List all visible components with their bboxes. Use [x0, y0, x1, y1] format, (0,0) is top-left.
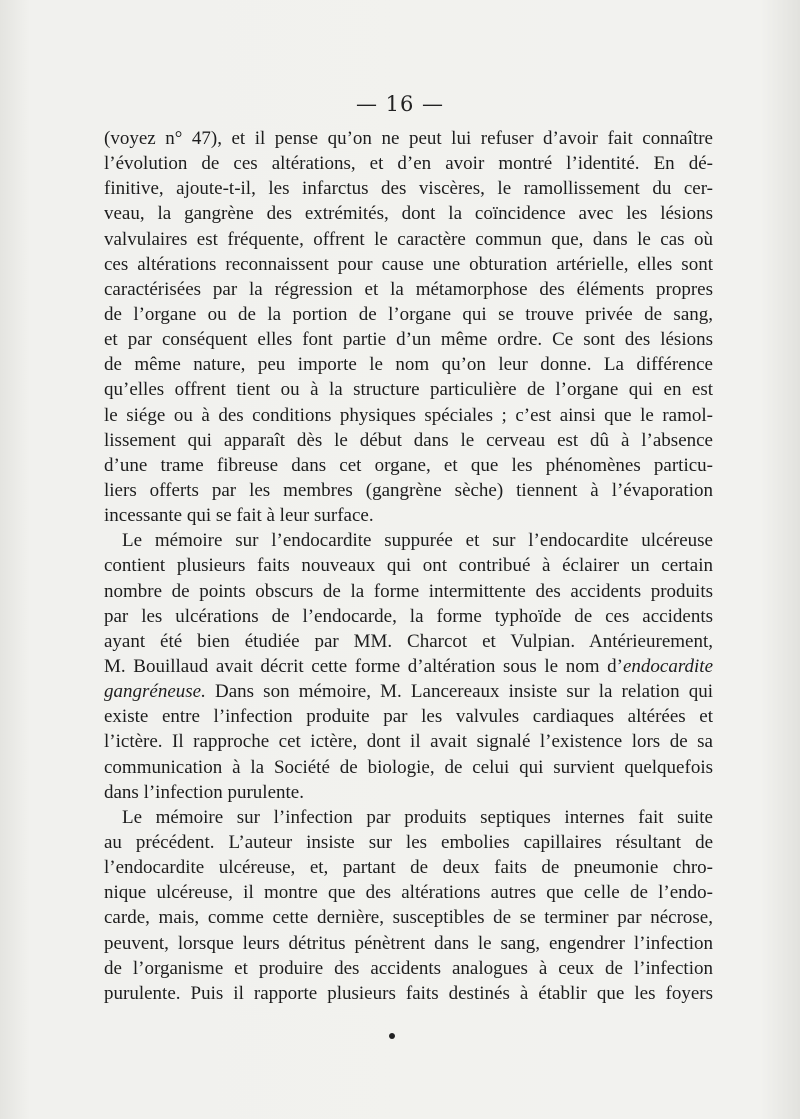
text-line: existe entre l’infection produite par les valvules cardiaques altérées et: [104, 706, 713, 728]
text-line: au précédent. L’auteur insiste sur les embolies capillaires résultant de: [104, 831, 713, 853]
text-line: d’une trame fibreuse dans cet organe, et que les phénomènes particu-: [104, 454, 713, 476]
text-line: ces altérations reconnaissent pour cause une obturation artérielle, elles sont: [104, 253, 713, 275]
text-segment: M. Bouillaud avait décrit cette forme d’altération sous le nom d’: [104, 655, 623, 677]
text-line: valvulaires est fréquente, offrent le caractère commun que, dans le cas où: [104, 228, 713, 250]
text-line: incessante qui se fait à leur surface.: [104, 505, 374, 527]
text-segment: Dans son mémoire, M. Lancereaux insiste sur la relation qui: [205, 681, 713, 703]
text-line: le siége ou à des conditions physiques spéciales ; c’est ainsi que le ramol-: [104, 404, 713, 426]
text-line: veau, la gangrène des extrémités, dont la coïncidence avec les lésions: [104, 203, 713, 225]
text-line: ayant été bien étudiée par MM. Charcot et Vulpian. Antérieurement,: [104, 630, 713, 652]
text-line: de l’organisme et produire des accidents analogues à ceux de l’infection: [104, 957, 713, 979]
text-line: carde, mais, comme cette dernière, susceptibles de se terminer par nécrose,: [104, 907, 713, 929]
text-line: de l’organe ou de la portion de l’organe qui se trouve privée de sang,: [104, 303, 713, 325]
text-line: finitive, ajoute-t-il, les infarctus des viscères, le ramollissement du cer-: [104, 178, 713, 200]
text-line: l’évolution de ces altérations, et d’en avoir montré l’identité. En dé-: [104, 153, 713, 175]
text-line: de même nature, peu importe le nom qu’on leur donne. La différence: [104, 354, 713, 376]
text-line: et par conséquent elles font partie d’un même ordre. Ce sont des lésions: [104, 329, 713, 351]
text-line: Le mémoire sur l’endocardite suppurée et sur l’endocardite ulcéreuse: [122, 530, 713, 552]
text-line: nombre de points obscurs de la forme intermittente des accidents produits: [104, 580, 713, 602]
text-line: peuvent, lorsque leurs détritus pénètrent dans le sang, engendrer l’infection: [104, 932, 713, 954]
text-line: liers offerts par les membres (gangrène sèche) tiennent à l’évaporation: [104, 479, 713, 501]
italic-term: gangréneuse.: [104, 681, 206, 703]
text-line-with-italic: [104, 654, 713, 679]
text-line: nique ulcéreuse, il montre que des altérations autres que celle de l’endo-: [104, 882, 713, 904]
text-line: par les ulcérations de l’endocarde, la forme typhoïde de ces accidents: [104, 605, 713, 627]
text-line: contient plusieurs faits nouveaux qui ont contribué à éclairer un certain: [104, 555, 713, 577]
text-line: l’ictère. Il rapproche cet ictère, dont il avait signalé l’existence lors de sa: [104, 731, 713, 753]
text-line: caractérisées par la régression et la métamorphose des éléments propres: [104, 278, 713, 300]
text-line: qu’elles offrent tient ou à la structure particulière de l’organe qui en est: [104, 379, 713, 401]
text-line-with-italic: [104, 679, 713, 704]
page-number: — 16 —: [355, 92, 445, 116]
text-line: lissement qui apparaît dès le début dans le cerveau est dû à l’absence: [104, 429, 713, 451]
text-line: (voyez n° 47), et il pense qu’on ne peut lui refuser d’avoir fait connaître: [104, 128, 713, 149]
italic-term: endocardite: [622, 655, 713, 677]
text-line: l’endocardite ulcéreuse, et, partant de deux faits de pneumonie chro-: [104, 857, 713, 879]
text-line: Le mémoire sur l’infection par produits septiques internes fait suite: [122, 806, 713, 828]
text-line: communication à la Société de biologie, de celui qui survient quelquefois: [104, 756, 713, 778]
text-line: purulente. Puis il rapporte plusieurs faits destinés à établir que les foyers: [104, 982, 713, 1004]
body-text: [104, 126, 713, 1006]
text-line: dans l’infection purulente.: [104, 781, 304, 803]
footer-dot-mark: [389, 1033, 395, 1039]
